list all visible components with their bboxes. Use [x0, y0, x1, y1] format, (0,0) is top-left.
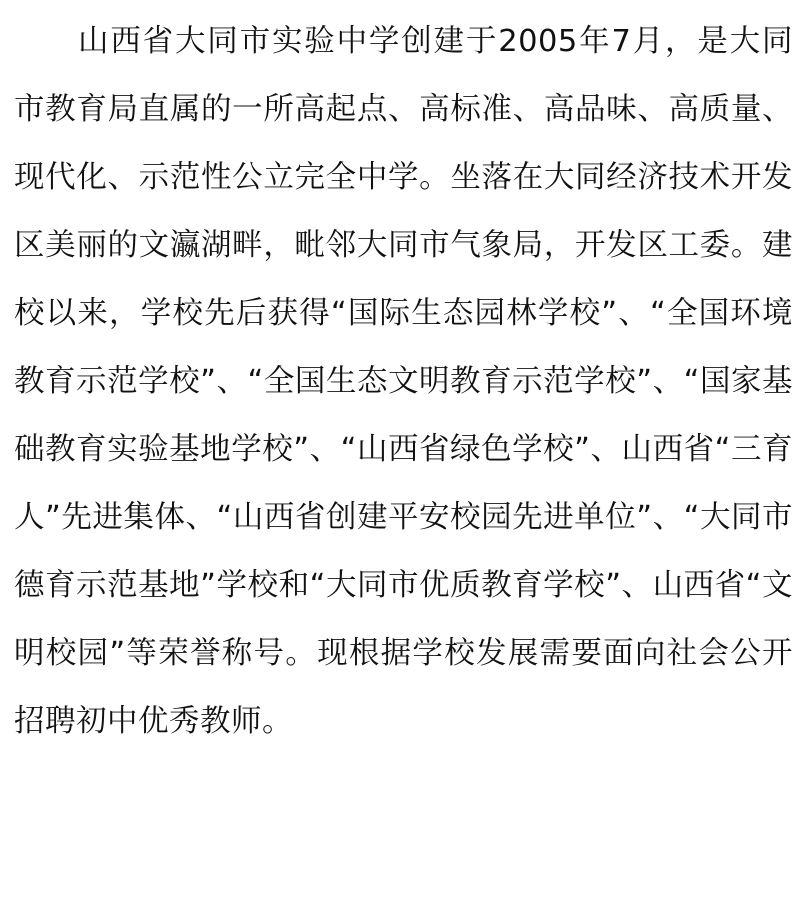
paragraph-school-introduction: 山西省大同市实验中学创建于2005年7月，是大同市教育局直属的一所高起点、高标准、高品味、高质量、现代化、示范性公立完全中学。坐落在大同经济技术开发区美丽的文瀛湖畔，毗邻大同市气象局，开发区工委。建校以来，学校先后获得“国际生态园林学校”、“全国环境教育示范学校”、“全国生态文明教育示范学校”、“国家基础教育实验基地学校”、“山西省绿色学校”、山西省“三育人”先进集体、“山西省创建平安校园先进单位”、“大同市德育示范基地”学校和“大同市优质教育学校”、山西省“文明校园”等荣誉称号。现根据学校发展需要面向社会公开招聘初中优秀教师。	[14, 24, 793, 739]
